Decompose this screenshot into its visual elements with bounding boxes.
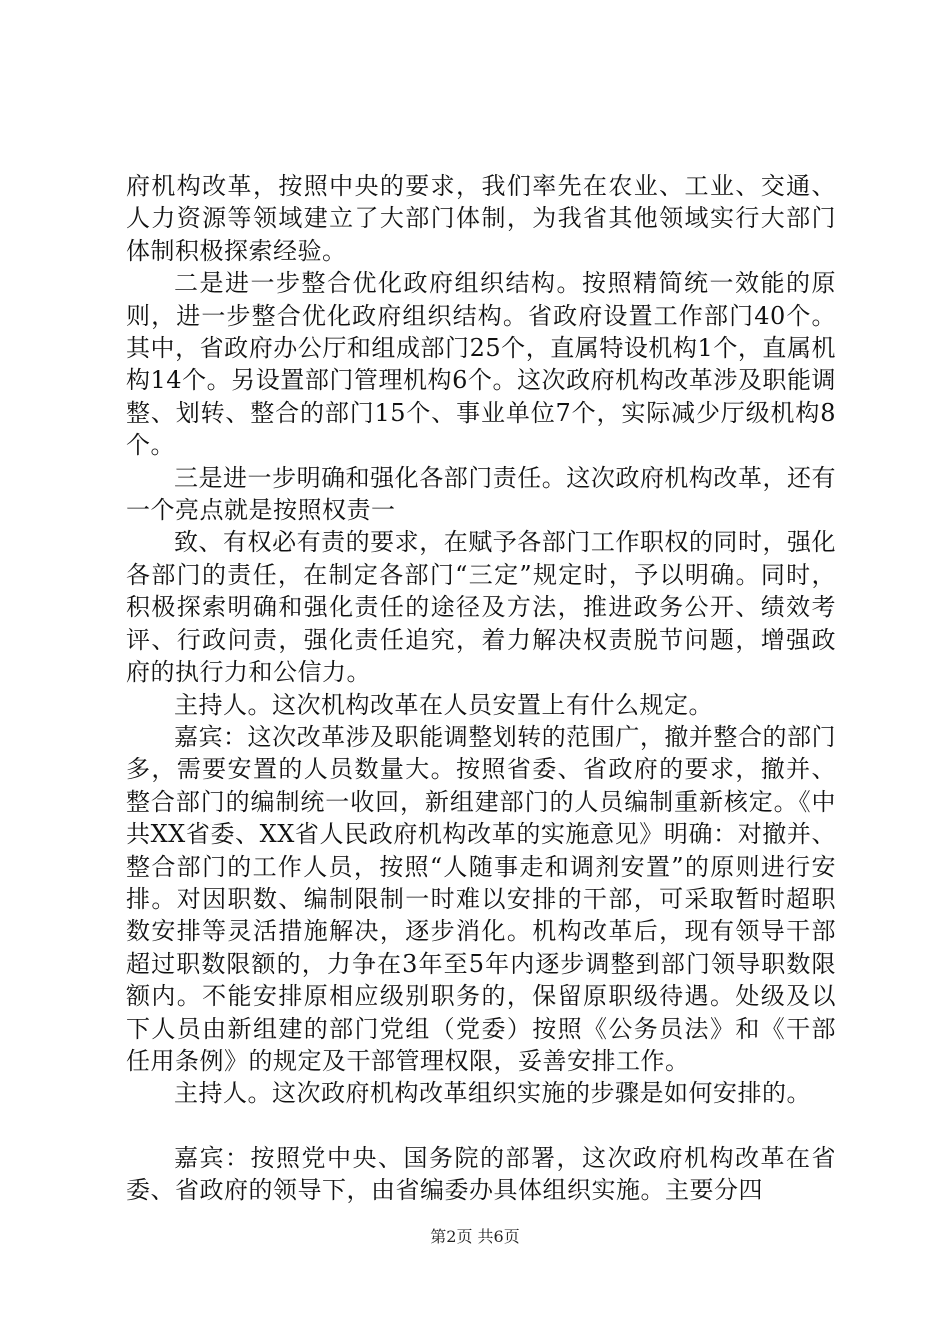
paragraph-6: 嘉宾：这次改革涉及职能调整划转的范围广，撤并整合的部门多，需要安置的人员数量大。按照省委、省政府的要求，撤并、整合部门的编制统一收回，新组建部门的人员编制重新核定。《中共XX省委、XX省人民政府机构改革的实施意见》明确：对撤并、整合部门的工作人员，按照“人随事走和调剂安置”的原则进行安排。对因职数、编制限制一时难以安排的干部，可采取暂时超职数安排等灵活措施解决，逐步消化。机构改革后，现有领导干部超过职数限额的，力争在3年至5年内逐步调整到部门领导职数限额内。不能安排原相应级别职务的，保留原职级待遇。处级及以下人员由新组建的部门党组（党委）按照《公务员法》和《干部任用条例》的规定及干部管理权限，妥善安排工作。: [126, 722, 836, 1075]
paragraph-5: 主持人。这次机构改革在人员安置上有什么规定。: [174, 690, 713, 719]
paragraph-7: 主持人。这次政府机构改革组织实施的步骤是如何安排的。: [174, 1079, 811, 1108]
paragraph-2: 二是进一步整合优化政府组织结构。按照精简统一效能的原则，进一步整合优化政府组织结构。省政府设置工作部门40个。其中，省政府办公厅和组成部门25个，直属特设机构1个，直属机构14个。另设置部门管理机构6个。这次政府机构改革涉及职能调整、划转、整合的部门15个、事业单位7个，实际减少厅级机构8个。: [126, 269, 836, 460]
page-footer: 第2页 共6页: [430, 1227, 520, 1246]
document-body: [126, 170, 836, 1207]
paragraph-8: 嘉宾：按照党中央、国务院的部署，这次政府机构改革在省委、省政府的领导下，由省编委办具体组织实施。主要分四: [126, 1143, 836, 1205]
paragraph-4: 致、有权必有责的要求，在赋予各部门工作职权的同时，强化各部门的责任，在制定各部门“三定”规定时，予以明确。同时，积极探索明确和强化责任的途径及方法，推进政务公开、绩效考评、行政问责，强化责任追究，着力解决权责脱节问题，增强政府的执行力和公信力。: [126, 528, 836, 687]
paragraph-3: 三是进一步明确和强化各部门责任。这次政府机构改革，还有一个亮点就是按照权责一: [126, 463, 836, 525]
paragraph-1: 府机构改革，按照中央的要求，我们率先在农业、工业、交通、人力资源等领域建立了大部门体制，为我省其他领域实行大部门体制积极探索经验。: [126, 172, 836, 265]
